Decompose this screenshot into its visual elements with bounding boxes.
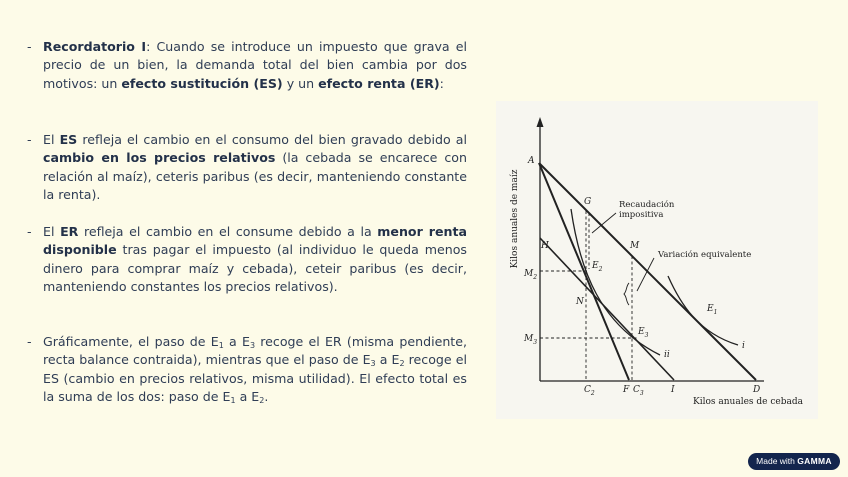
recaudacion-pointer	[592, 213, 616, 233]
badge-prefix: Made with	[756, 456, 798, 466]
point-label-d: D	[753, 385, 761, 395]
diagram-svg	[496, 101, 818, 419]
point-label-e3-main: E	[638, 327, 645, 337]
indifference-curve-i	[668, 276, 738, 345]
text-run: a E	[235, 388, 260, 404]
point-label-e1-sub: 1	[713, 309, 718, 316]
point-label-c3-sub: 3	[639, 390, 644, 397]
curve-label-i: i	[742, 341, 745, 351]
recaudacion-label-1: Recaudación	[619, 200, 675, 210]
bold-text: cambio en los precios relativos	[43, 150, 276, 166]
made-with-gamma-badge[interactable]	[748, 453, 840, 470]
point-label-m3	[523, 334, 537, 346]
point-label-e2-sub: 2	[598, 266, 603, 273]
point-label-m2	[523, 269, 537, 281]
point-label-e2	[591, 261, 603, 273]
subscript: 3	[249, 341, 256, 350]
point-label-g: G	[584, 197, 592, 207]
point-label-m3-main: M	[524, 334, 534, 344]
badge-brand: GAMMA	[797, 456, 832, 466]
x-axis-label: Kilos anuales de cebada	[693, 397, 803, 407]
dashed-guides	[540, 211, 637, 380]
point-label-e3	[637, 327, 649, 339]
point-label-m2-main: M	[524, 269, 534, 279]
y-axis-label: Kilos anuales de maíz	[510, 169, 520, 269]
budget-line-af	[539, 163, 629, 380]
text-run: (la cebada se encarece con relación al maíz), ceteris paribus (es decir, manteniendo constante la renta).	[43, 150, 467, 202]
text-run: y un	[282, 75, 319, 91]
variacion-label: Variación equivalente	[658, 250, 752, 260]
bullet-grafica	[27, 333, 467, 406]
text-run: Gráficamente, el paso de E	[43, 334, 219, 349]
point-label-m: M	[630, 241, 640, 251]
bullet-dash: -	[27, 224, 32, 239]
bullet-dash: -	[27, 334, 32, 349]
point-label-m2-sub: 2	[533, 274, 538, 281]
text-run: refleja el cambio en el consumo del bien gravado debido al	[77, 132, 467, 147]
bullet-dash: -	[27, 132, 32, 147]
curve-label-ii: ii	[664, 350, 670, 360]
bullet-es	[27, 131, 467, 204]
point-label-c2-sub: 2	[590, 390, 595, 397]
text-run: El	[43, 224, 61, 239]
text-run: : Cuando se introduce un impuesto que grava el precio de un bien, la demanda total del bien cambia por dos motivos: un	[43, 39, 467, 91]
subscript: 3	[370, 359, 376, 369]
point-label-h: H	[541, 241, 549, 251]
subscript: 1	[230, 395, 236, 405]
point-label-m3-sub: 3	[533, 339, 538, 346]
budget-line-hi	[540, 238, 674, 380]
point-label-e1	[706, 304, 717, 316]
bullet-body	[43, 38, 467, 93]
bullet-er	[27, 223, 467, 296]
bullet-dash: -	[27, 39, 32, 54]
point-label-n: N	[576, 297, 584, 307]
subscript: 2	[399, 359, 405, 369]
brace	[624, 283, 629, 305]
bold-text: menor renta disponible	[43, 224, 467, 258]
y-axis-arrow	[537, 117, 544, 127]
bold-text: ER	[60, 224, 79, 239]
bold-text: efecto sustitución (ES)	[121, 75, 283, 91]
text-run: .	[264, 388, 269, 404]
bold-text: ES	[59, 132, 78, 147]
text-run: a E	[375, 352, 400, 368]
subscript: 2	[259, 395, 265, 405]
bullet-body	[43, 223, 467, 296]
point-label-i: I	[671, 385, 675, 395]
economics-diagram	[496, 101, 818, 419]
point-label-a: A	[528, 156, 535, 166]
text-run: recoge el ER (misma pendiente, recta balance contraida), mientras que el paso de E	[43, 334, 467, 368]
point-label-c3-main: C	[633, 385, 640, 395]
text-run: a E	[223, 334, 250, 349]
point-label-e3-sub: 3	[644, 332, 649, 339]
point-label-e1-main: E	[707, 304, 714, 314]
point-label-c2	[584, 385, 595, 397]
recaudacion-label-2: impositiva	[619, 210, 664, 220]
text-run: El	[43, 132, 60, 147]
recaudacion-pointers	[592, 213, 654, 291]
bullet-body	[43, 131, 467, 204]
point-label-f: F	[623, 385, 630, 395]
bullet-recordatorio	[27, 38, 467, 93]
text-run: tras pagar el impuesto (al individuo le queda menos dinero para comprar maíz y cebada), ceteir paribus (es decir, manteniendo constantes los precios relativos).	[43, 242, 467, 294]
text-run: :	[439, 75, 444, 91]
bullet-body	[43, 333, 467, 406]
bold-text: efecto renta (ER)	[318, 75, 440, 91]
point-label-c2-main: C	[584, 385, 591, 395]
bold-text: Recordatorio I	[43, 39, 147, 54]
point-label-e2-main: E	[592, 261, 599, 271]
subscript: 1	[218, 341, 224, 350]
text-run: refleja el cambio en el consume debido a la	[78, 224, 378, 239]
point-label-c3	[633, 385, 644, 397]
text-run: recoge el ES (cambio en precios relativos, misma utilidad). El efecto total es la suma de los dos: paso de E	[43, 352, 468, 404]
